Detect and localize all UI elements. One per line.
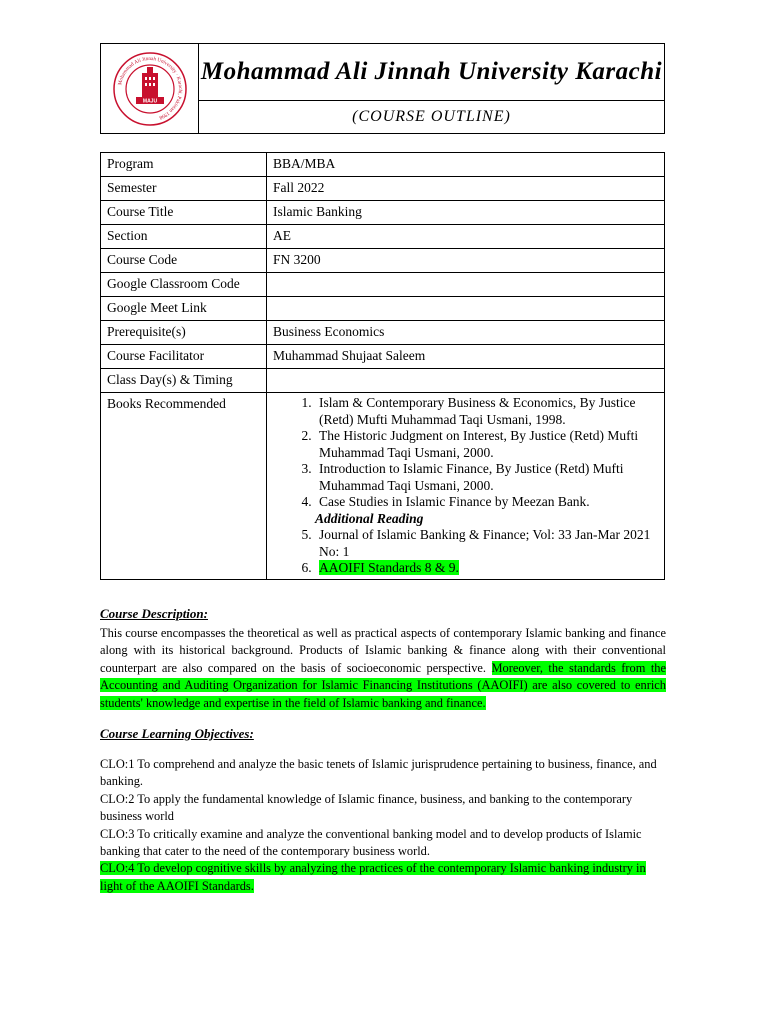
document-header	[100, 43, 665, 134]
row-label: Course Code	[101, 249, 267, 273]
clo-item: CLO:1 To comprehend and analyze the basic tenets of Islamic jurisprudence pertaining to business, finance, and banking.	[100, 757, 657, 789]
books-value	[267, 393, 665, 580]
title-cell	[199, 44, 664, 133]
course-description-title: Course Description:	[100, 606, 208, 621]
row-label: Course Title	[101, 201, 267, 225]
row-value	[267, 297, 665, 321]
row-label: Program	[101, 153, 267, 177]
row-value: FN 3200	[267, 249, 665, 273]
course-description-text	[100, 625, 666, 712]
table-row	[101, 225, 665, 249]
table-row	[101, 297, 665, 321]
books-list	[273, 395, 658, 577]
row-value	[267, 273, 665, 297]
row-value: Fall 2022	[267, 177, 665, 201]
table-row-books	[101, 393, 665, 580]
book-item: 3. Introduction to Islamic Finance, By Justice (Retd) Mufti Muhammad Taqi Usmani, 2000.	[315, 461, 658, 494]
row-label: Class Day(s) & Timing	[101, 369, 267, 393]
clo-item: CLO:2 To apply the fundamental knowledge of Islamic finance, business, and banking to the contemporary business world	[100, 791, 633, 824]
table-row	[101, 201, 665, 225]
row-label: Section	[101, 225, 267, 249]
table-row	[101, 153, 665, 177]
document-title: (COURSE OUTLINE)	[352, 108, 511, 125]
course-info-body	[101, 153, 665, 580]
highlighted-book-text: AAOIFI Standards 8 & 9.	[319, 560, 459, 575]
clo-item: CLO:3 To critically examine and analyze the conventional banking model and to develop products of Islamic banking that cater to the need of the contemporary business world.	[100, 826, 642, 859]
additional-reading-heading: Additional Reading	[315, 510, 424, 526]
course-description-highlight: Moreover, the standards from the Accounting and Auditing Organization for Islamic Financing Institutions (AAOIFI) are also covered to enrich students' knowledge and expertise in the field of Islamic banking and finance.	[100, 660, 666, 710]
row-label: Semester	[101, 177, 267, 201]
course-info-table	[100, 152, 665, 580]
logo-ring-text: Mohammad Ali Jinnah University · Karachi, Pakistan 1998	[116, 55, 183, 120]
book-item: 5. Journal of Islamic Banking & Finance; Vol: 33 Jan-Mar 2021 No: 1	[315, 527, 658, 560]
table-row	[101, 321, 665, 345]
row-value: Islamic Banking	[267, 201, 665, 225]
clo-highlight-text: CLO:4 To develop cognitive skills by analyzing the practices of the contemporary Islamic banking industry in light of the AAOIFI Standards.	[100, 861, 646, 893]
book-item: 2. The Historic Judgment on Interest, By Justice (Retd) Mufti Muhammad Taqi Usmani, 2000.	[315, 428, 658, 461]
row-label: Google Meet Link	[101, 297, 267, 321]
book-item: 4. Case Studies in Islamic Finance by Meezan Bank.	[315, 494, 658, 511]
row-value: Business Economics	[267, 321, 665, 345]
university-name: Mohammad Ali Jinnah University Karachi	[199, 44, 664, 101]
logo-banner-text: MAJU	[142, 98, 157, 104]
books-label: Books Recommended	[101, 393, 267, 580]
row-value	[267, 369, 665, 393]
university-logo	[112, 51, 188, 127]
row-value: Muhammad Shujaat Saleem	[267, 345, 665, 369]
row-label: Google Classroom Code	[101, 273, 267, 297]
course-description-plain: This course encompasses the theoretical as well as practical aspects of contemporary Islamic banking and finance along with its historical background. Products of Islamic banking & finance along with their conventional counterpart are also compared on the basis of socioeconomic perspective.	[100, 626, 666, 675]
table-row	[101, 177, 665, 201]
book-item-highlighted	[315, 560, 658, 577]
row-label: Course Facilitator	[101, 345, 267, 369]
table-row	[101, 249, 665, 273]
row-value: BBA/MBA	[267, 153, 665, 177]
row-label: Prerequisite(s)	[101, 321, 267, 345]
table-row	[101, 345, 665, 369]
clo-item-highlighted	[100, 860, 666, 895]
logo-cell	[101, 44, 199, 133]
book-item: 1. Islam & Contemporary Business & Economics, By Justice (Retd) Mufti Muhammad Taqi Usmani, 1998.	[315, 395, 658, 428]
row-value: AE	[267, 225, 665, 249]
table-row	[101, 273, 665, 297]
learning-objectives-title: Course Learning Objectives:	[100, 726, 254, 741]
table-row	[101, 369, 665, 393]
learning-objectives-list	[100, 756, 666, 895]
